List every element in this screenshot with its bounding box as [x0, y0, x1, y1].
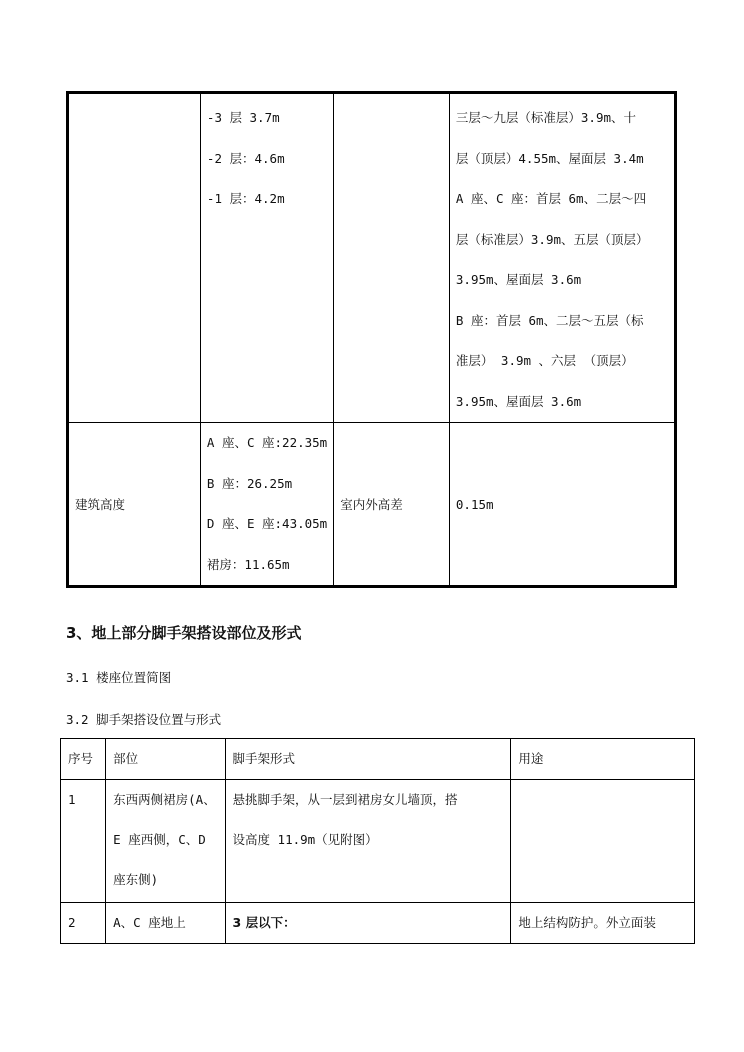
cell-text: 2	[68, 915, 76, 930]
header-no	[61, 739, 106, 780]
header-text: 脚手架形式	[232, 751, 296, 766]
cell-line: -1 层：4.2m	[206, 191, 285, 206]
row-form	[225, 903, 511, 944]
section-heading: 3、地上部分脚手架搭设部位及形式	[66, 624, 302, 642]
row-location	[106, 780, 225, 903]
cell-line: 层（标准层）3.9m、五层（顶层）	[455, 231, 649, 247]
cell-text: 地上结构防护。外立面装	[518, 915, 656, 930]
row-no	[61, 780, 106, 903]
cell-line: E 座西侧，C、D	[113, 832, 206, 847]
row-no	[61, 903, 106, 944]
cell-line: -2 层：4.6m	[206, 150, 285, 166]
cell-text	[75, 98, 194, 139]
cell-line: 裙房：11.65m	[206, 556, 290, 572]
header-form	[225, 739, 511, 780]
cell-line: A 座、C 座:22.35m	[206, 435, 328, 450]
cell-text	[340, 98, 443, 139]
table-row	[68, 93, 676, 423]
cell-line: 三层～九层（标准层）3.9m、十	[455, 110, 637, 125]
table-cell	[334, 93, 450, 423]
subsection-3-1: 3.1 楼座位置简图	[66, 670, 172, 685]
cell-line: 东西两侧裙房(A、	[113, 792, 216, 807]
header-location	[106, 739, 225, 780]
header-text: 部位	[113, 751, 139, 766]
cell-line: B 座：首层 6m、二层～五层（标	[455, 312, 644, 328]
cell-line: 座东侧)	[113, 872, 159, 887]
floor-height-table	[66, 91, 677, 588]
height-difference-label: 室内外高差	[334, 423, 450, 587]
table-row	[61, 903, 695, 944]
header-text: 用途	[518, 751, 544, 766]
scaffold-table	[60, 738, 695, 944]
table-cell	[68, 93, 201, 423]
cell-line: 3.95m、屋面层 3.6m	[455, 272, 582, 287]
cell-line: -3 层 3.7m	[206, 110, 280, 125]
cell-line: 悬挑脚手架，从一层到裙房女儿墙顶，搭	[232, 792, 458, 807]
above-ground-floor-heights-cell	[449, 93, 675, 423]
cell-line: 3 层以下：	[232, 915, 296, 930]
building-height-label: 建筑高度	[68, 423, 201, 587]
cell-line: 设高度 11.9m（见附图）	[232, 832, 378, 847]
row-usage	[511, 780, 695, 903]
table-row	[61, 780, 695, 903]
height-difference-value: 0.15m	[449, 423, 675, 587]
header-text: 序号	[68, 751, 94, 766]
building-heights-cell	[200, 423, 333, 587]
subsection-3-2: 3.2 脚手架搭设位置与形式	[66, 712, 222, 727]
header-usage	[511, 739, 695, 780]
table-header-row	[61, 739, 695, 780]
cell-text: 1	[68, 792, 76, 807]
row-form	[225, 780, 511, 903]
cell-line: A 座、C 座：首层 6m、二层～四	[455, 191, 647, 206]
table-row	[68, 423, 676, 587]
cell-text	[518, 780, 687, 820]
cell-line: B 座：26.25m	[206, 475, 293, 491]
cell-line: 层（顶层）4.55m、屋面层 3.4m	[455, 150, 644, 166]
row-usage	[511, 903, 695, 944]
cell-line: A、C 座地上	[113, 915, 186, 930]
cell-line: 3.95m、屋面层 3.6m	[455, 393, 582, 409]
cell-line: 准层） 3.9m 、六层 （顶层）	[455, 353, 634, 368]
row-location	[106, 903, 225, 944]
cell-line: D 座、E 座:43.05m	[206, 516, 328, 531]
basement-floor-heights-cell	[200, 93, 333, 423]
